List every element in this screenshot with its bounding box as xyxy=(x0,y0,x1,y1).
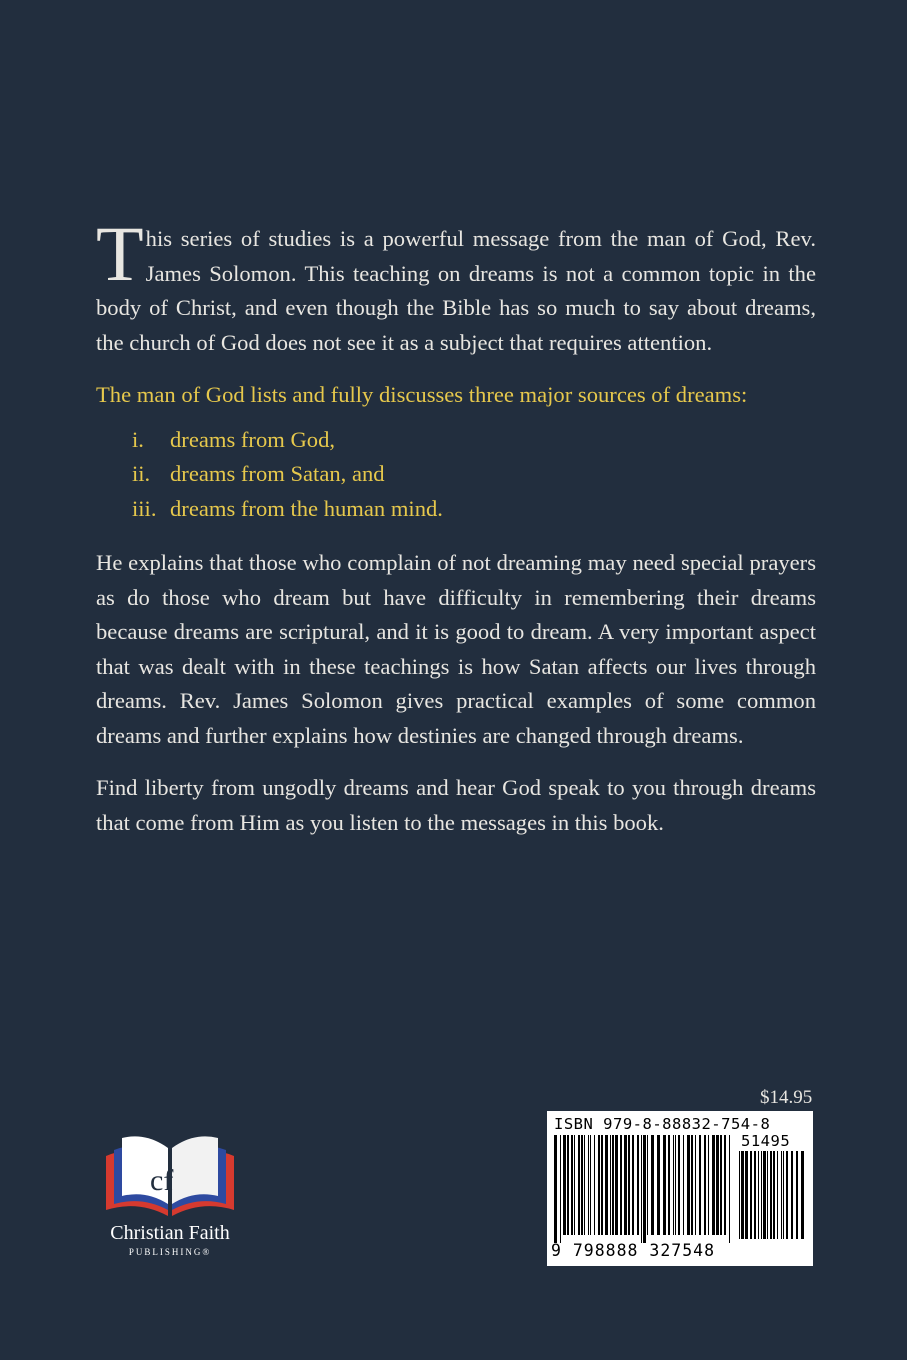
barcode-bar xyxy=(632,1135,634,1235)
barcode-bar xyxy=(594,1135,595,1235)
intro-paragraph-text: his series of studies is a powerful message from the man of God, Rev. James Solomon. This teaching on dreams is not a common topic in the body of Christ, and even though the Bible has so much to say about dreams, the church of God does not see it as a subject that requires attention. xyxy=(96,226,816,355)
list-item-text: dreams from God, xyxy=(170,426,336,452)
publisher-sub-text: PUBLISHING xyxy=(128,1247,203,1257)
list-item xyxy=(96,423,816,458)
back-cover-text xyxy=(96,210,816,858)
barcode-bar xyxy=(708,1135,709,1235)
barcode-bar xyxy=(791,1151,793,1239)
barcode-bar xyxy=(777,1151,778,1239)
barcode-bar xyxy=(745,1151,748,1239)
list-item xyxy=(96,457,816,492)
barcode-bar xyxy=(712,1135,715,1235)
addon-barcode-bars xyxy=(739,1151,805,1239)
barcode-bar xyxy=(588,1135,589,1235)
publisher-name: Christian Faith xyxy=(110,1222,230,1244)
registered-mark: ® xyxy=(202,1247,212,1257)
ean-barcode-bars xyxy=(554,1135,732,1243)
isbn-label: ISBN 979-8-88832-754-8 xyxy=(554,1115,771,1133)
barcode-bar xyxy=(581,1135,583,1235)
barcode-bar xyxy=(657,1135,660,1235)
barcode-bar xyxy=(741,1151,744,1239)
barcode-bar xyxy=(716,1135,719,1235)
ean-digits: 9 798888 327548 xyxy=(551,1241,716,1260)
barcode-bar xyxy=(773,1151,775,1239)
logo-letters: cf xyxy=(150,1164,174,1197)
barcode-bar xyxy=(683,1135,684,1235)
barcode-bar xyxy=(678,1135,680,1235)
price-label: $14.95 xyxy=(760,1087,813,1108)
barcode-bar xyxy=(673,1135,674,1235)
barcode-bar xyxy=(699,1135,701,1235)
sources-list xyxy=(96,423,816,527)
barcode-bar xyxy=(601,1135,603,1235)
barcode-bar xyxy=(739,1151,740,1239)
barcode-bar xyxy=(637,1135,639,1235)
list-item xyxy=(96,492,816,527)
list-item-text: dreams from the human mind. xyxy=(170,495,443,521)
barcode xyxy=(547,1111,813,1266)
barcode-bar xyxy=(571,1135,573,1235)
barcode-bar xyxy=(704,1135,706,1235)
barcode-bar xyxy=(770,1151,772,1239)
publisher-logo xyxy=(96,1130,244,1270)
closing-paragraph: Find liberty from ungodly dreams and hear God speak to you through dreams that come from Him as you listen to the messages in this book. xyxy=(96,775,816,835)
barcode-bar xyxy=(758,1151,759,1239)
barcode-bar xyxy=(590,1135,591,1235)
list-numeral: iii. xyxy=(132,495,157,521)
barcode-bar xyxy=(754,1151,756,1239)
barcode-bar xyxy=(695,1135,696,1235)
barcode-bar xyxy=(691,1135,693,1235)
barcode-bar xyxy=(567,1135,569,1235)
explanation-paragraph: He explains that those who complain of not dreaming may need special prayers as do those who dream but have difficulty in remembering their dreams because dreams are scriptural, and it is good to dream. A very important aspect that was dealt with in these teachings is how Satan affects our lives through dreams. Rev. James Solomon gives practical examples of some common dreams and further explains how destinies are changed through dreams. xyxy=(96,550,816,748)
barcode-bar xyxy=(620,1135,622,1235)
barcode-bar xyxy=(584,1135,585,1235)
list-numeral: ii. xyxy=(132,461,151,486)
list-numeral: i. xyxy=(132,426,144,452)
barcode-bar xyxy=(729,1135,730,1243)
barcode-bar xyxy=(598,1135,600,1235)
barcode-bar xyxy=(801,1151,804,1239)
barcode-bar xyxy=(796,1151,798,1239)
barcode-bar xyxy=(651,1135,654,1235)
open-book-icon xyxy=(100,1130,240,1222)
barcode-bar xyxy=(628,1135,630,1235)
list-item-text: dreams from Satan, and xyxy=(170,461,385,486)
barcode-bar xyxy=(647,1135,648,1235)
barcode-bar xyxy=(750,1151,752,1239)
barcode-bar xyxy=(687,1135,690,1235)
sources-intro: The man of God lists and fully discusses three major sources of dreams: xyxy=(96,382,748,407)
barcode-bar xyxy=(563,1135,566,1235)
barcode-bar xyxy=(610,1135,611,1235)
publisher-sub xyxy=(96,1247,244,1257)
barcode-bar xyxy=(767,1151,768,1239)
barcode-bar xyxy=(605,1135,608,1235)
barcode-bar xyxy=(763,1151,766,1239)
barcode-bar xyxy=(612,1135,614,1235)
price-code: 51495 xyxy=(741,1132,791,1150)
barcode-bar xyxy=(574,1135,575,1235)
barcode-bar xyxy=(554,1135,557,1243)
barcode-bar xyxy=(720,1135,722,1235)
barcode-bar xyxy=(783,1151,784,1239)
barcode-bar xyxy=(641,1135,642,1243)
barcode-bar xyxy=(675,1135,676,1235)
barcode-bar xyxy=(724,1135,726,1235)
intro-paragraph xyxy=(96,210,816,360)
drop-cap: T xyxy=(96,210,144,297)
barcode-bar xyxy=(786,1151,788,1239)
barcode-bar xyxy=(781,1151,782,1239)
barcode-bar xyxy=(668,1135,670,1235)
barcode-bar xyxy=(643,1135,646,1243)
barcode-bar xyxy=(615,1135,618,1235)
barcode-bar xyxy=(663,1135,666,1235)
barcode-bar xyxy=(624,1135,627,1235)
barcode-bar xyxy=(578,1135,580,1235)
barcode-bar xyxy=(560,1135,561,1243)
barcode-bar xyxy=(761,1151,762,1239)
